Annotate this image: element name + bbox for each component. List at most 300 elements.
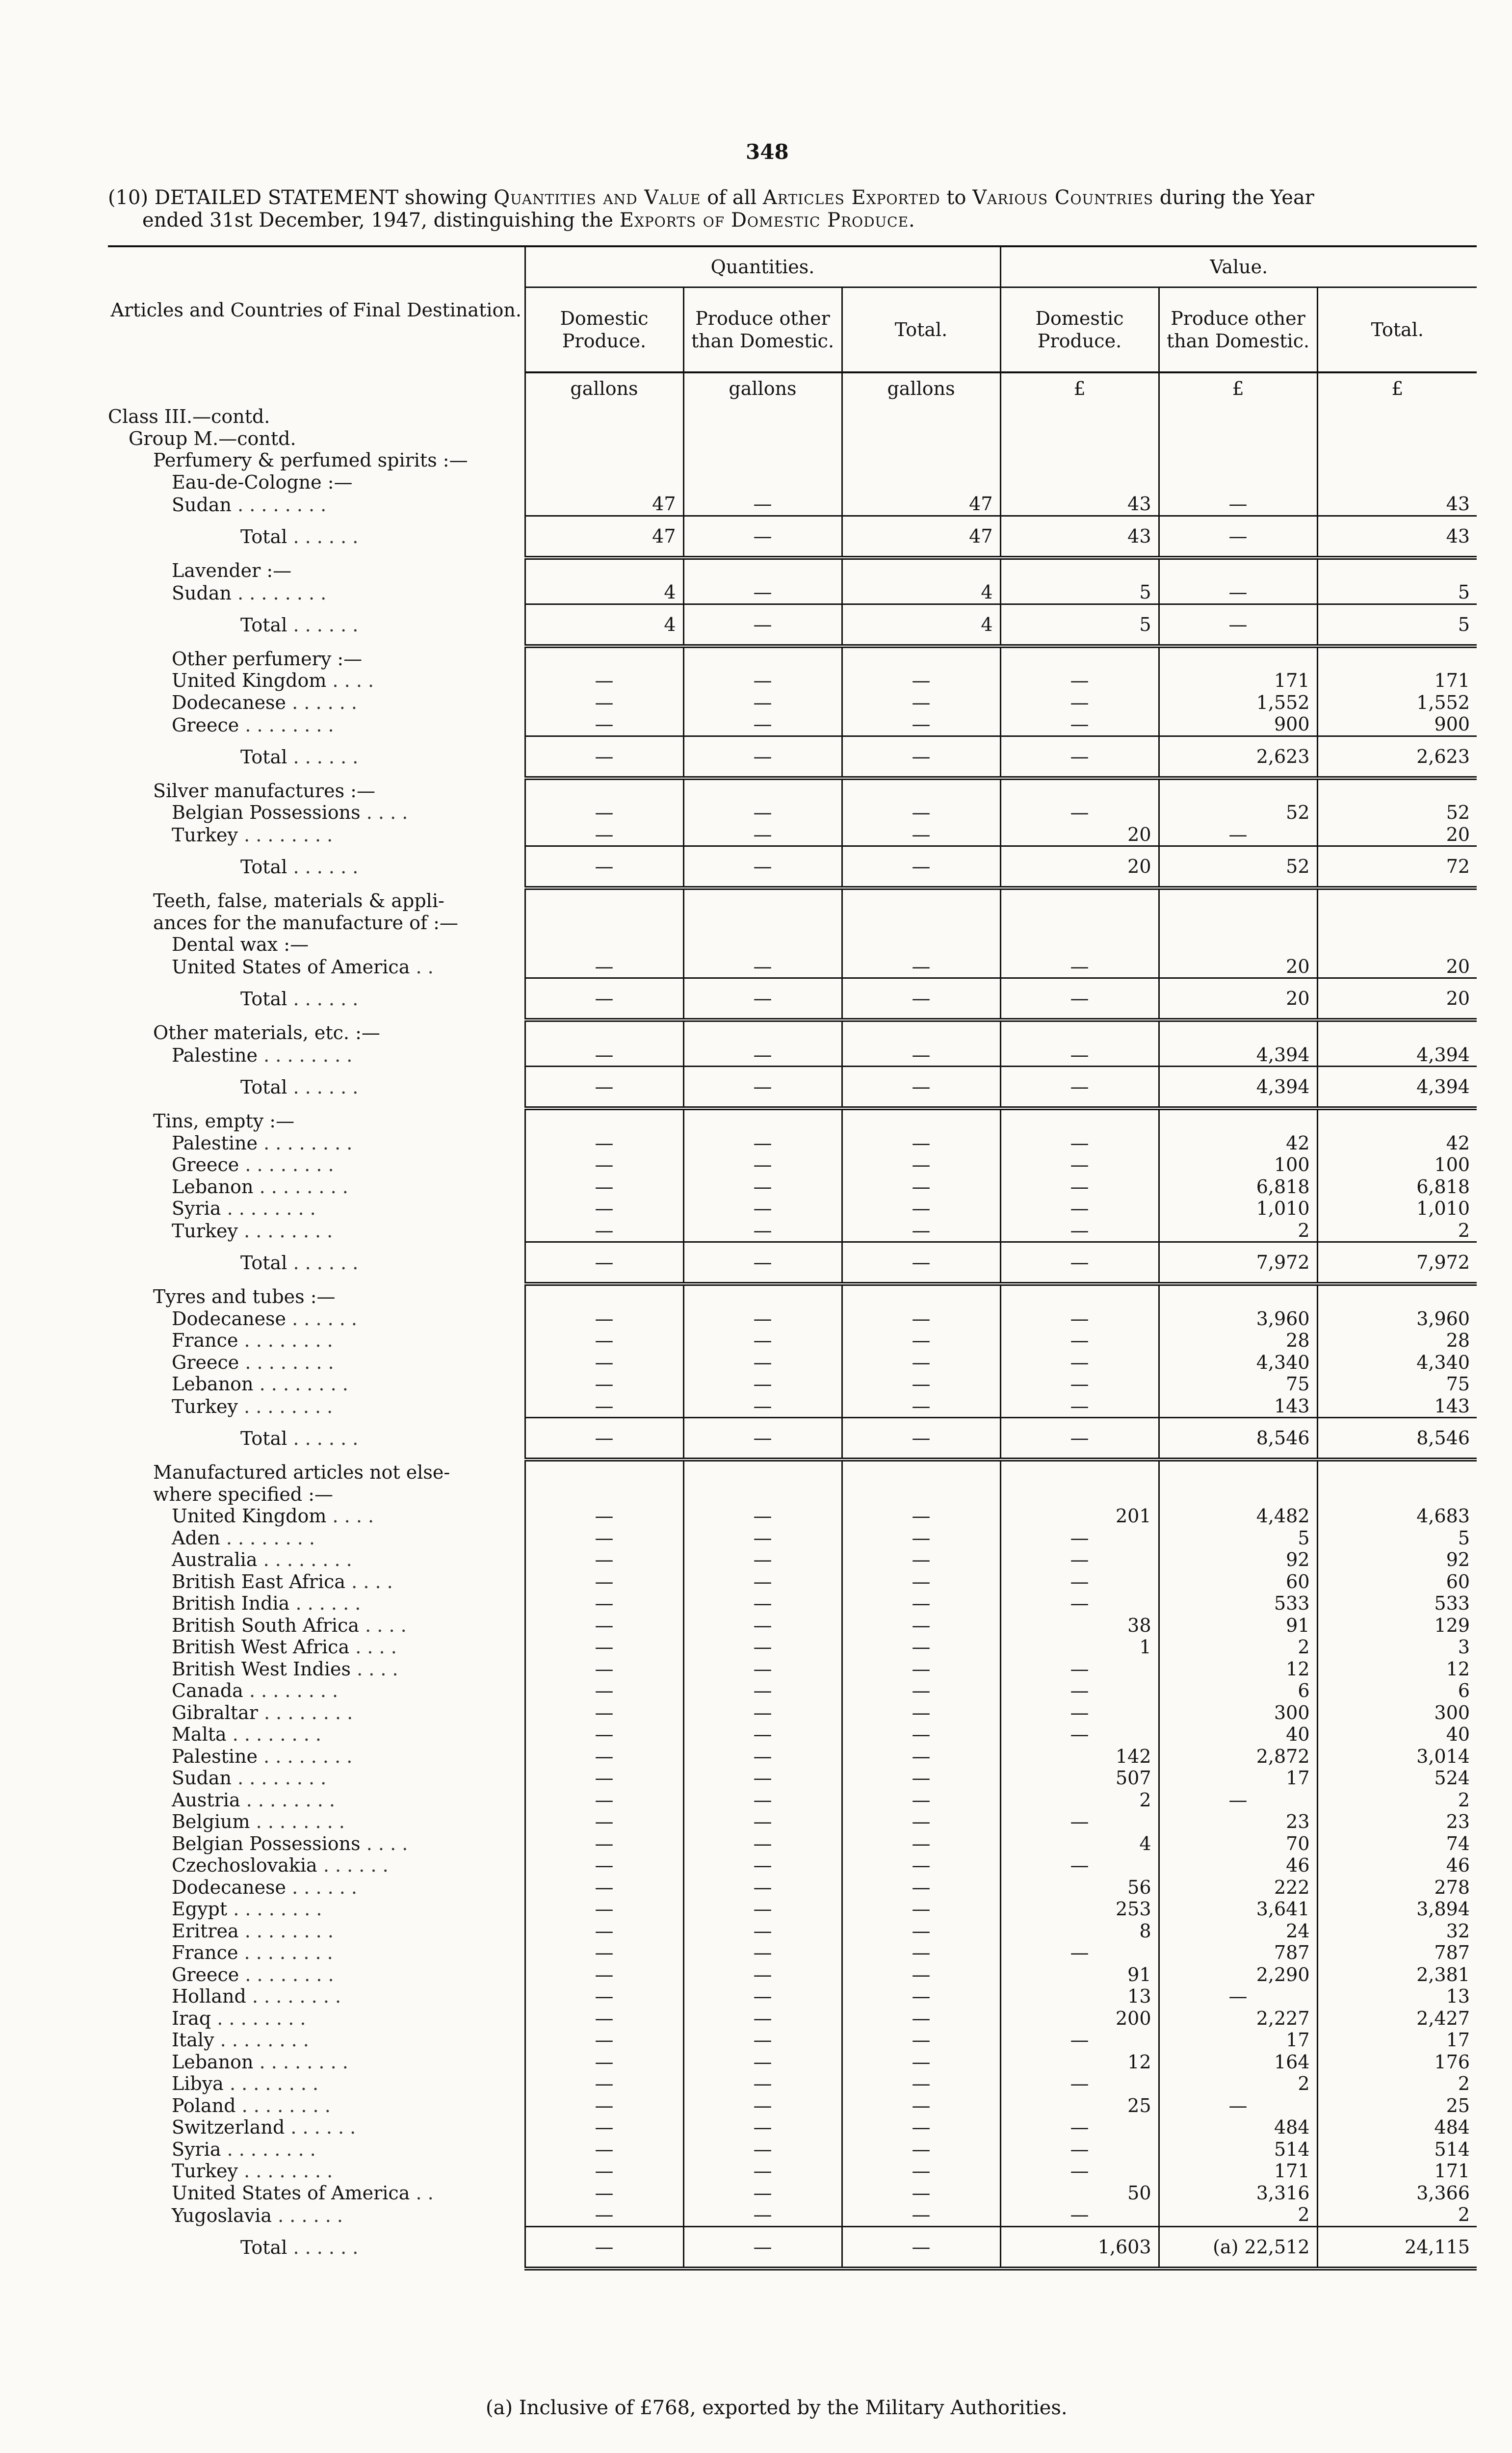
cell-q-domestic: — bbox=[525, 1767, 683, 1789]
cell-v-total: 42 bbox=[1317, 1132, 1477, 1154]
cell-q-domestic: — bbox=[525, 1154, 683, 1176]
cell-q-total: — bbox=[842, 1920, 1000, 1942]
cell-q-domestic: — bbox=[525, 1571, 683, 1593]
leader-dots: . . . . . . . . bbox=[233, 1898, 322, 1920]
table-row bbox=[108, 1854, 1477, 1877]
leader-dots: . . . . . . . . bbox=[245, 1154, 334, 1175]
cell-q-total bbox=[842, 558, 1000, 582]
cell-v-other: 2,290 bbox=[1159, 1964, 1317, 1986]
cell-q-total: — bbox=[842, 1985, 1000, 2008]
cell-v-total: 1,552 bbox=[1317, 692, 1477, 714]
row-label-text: Class III.—contd. bbox=[108, 406, 270, 427]
leader-dots: . . . . . . . . bbox=[217, 2007, 306, 2029]
cell-v-total: 43 bbox=[1317, 516, 1477, 558]
cell-v-domestic: — bbox=[1000, 1352, 1159, 1374]
cell-q-domestic: — bbox=[525, 1898, 683, 1920]
table-row bbox=[108, 1044, 1477, 1067]
table-row bbox=[108, 1198, 1477, 1220]
cell-q-other: — bbox=[683, 2008, 842, 2030]
cell-q-other: — bbox=[683, 1723, 842, 1746]
cell-v-domestic: 56 bbox=[1000, 1877, 1159, 1899]
cell-v-other bbox=[1159, 888, 1317, 912]
row-label bbox=[108, 978, 525, 1020]
cell-v-other: 42 bbox=[1159, 1132, 1317, 1154]
cell-v-total: 13 bbox=[1317, 1985, 1477, 2008]
cell-v-domestic: — bbox=[1000, 1592, 1159, 1615]
cell-q-domestic: — bbox=[525, 1942, 683, 1964]
table-row bbox=[108, 1505, 1477, 1527]
cell-q-domestic: — bbox=[525, 1308, 683, 1330]
row-label-text: Eritrea bbox=[172, 1920, 239, 1942]
cell-v-total bbox=[1317, 428, 1477, 450]
total-row bbox=[108, 978, 1477, 1020]
cell-q-total: — bbox=[842, 2008, 1000, 2030]
cell-v-total: 74 bbox=[1317, 1833, 1477, 1855]
row-label bbox=[108, 1484, 525, 1506]
row-label bbox=[108, 406, 525, 428]
row-label bbox=[108, 1198, 525, 1220]
cell-v-other: 4,394 bbox=[1159, 1067, 1317, 1109]
total-row bbox=[108, 846, 1477, 888]
cell-q-domestic: 4 bbox=[525, 581, 683, 604]
heading-row bbox=[108, 934, 1477, 956]
cell-v-domestic: — bbox=[1000, 1176, 1159, 1198]
table-row bbox=[108, 1549, 1477, 1571]
row-label-text: Dodecanese bbox=[172, 1876, 287, 1898]
row-label-text: Eau-de-Cologne :— bbox=[172, 471, 353, 493]
row-label bbox=[108, 1636, 525, 1658]
cell-q-other: — bbox=[683, 2160, 842, 2182]
cell-q-other: — bbox=[683, 1198, 842, 1220]
row-label-text: Greece bbox=[172, 714, 239, 736]
title-of-all: of all bbox=[707, 186, 757, 209]
table-row bbox=[108, 1176, 1477, 1198]
row-label-text: Australia bbox=[172, 1549, 258, 1570]
leader-dots: . . . . . . bbox=[293, 1252, 359, 1274]
unit-v1: £ bbox=[1000, 372, 1159, 406]
cell-v-total bbox=[1317, 471, 1477, 494]
cell-v-total: 32 bbox=[1317, 1920, 1477, 1942]
cell-v-domestic: 91 bbox=[1000, 1964, 1159, 1986]
row-label-text: Yugoslavia bbox=[172, 2204, 272, 2226]
cell-q-total bbox=[842, 888, 1000, 912]
cell-v-total bbox=[1317, 1108, 1477, 1132]
cell-v-other: 52 bbox=[1159, 846, 1317, 888]
row-label-text: Total bbox=[240, 988, 287, 1010]
cell-q-domestic: 47 bbox=[525, 516, 683, 558]
cell-v-total bbox=[1317, 406, 1477, 428]
leader-dots: . . . . . . . . bbox=[244, 1220, 333, 1242]
cell-q-domestic: — bbox=[525, 1220, 683, 1242]
cell-v-total: 3 bbox=[1317, 1636, 1477, 1658]
row-label-text: United Kingdom bbox=[172, 670, 327, 691]
cell-v-total: 900 bbox=[1317, 713, 1477, 736]
cell-v-total: 100 bbox=[1317, 1154, 1477, 1176]
leader-dots: . . . . . . . . bbox=[259, 1373, 348, 1395]
cell-q-total: — bbox=[842, 2029, 1000, 2051]
cell-q-total: — bbox=[842, 713, 1000, 736]
leader-dots: . . . . . . . . bbox=[232, 1723, 321, 1745]
cell-v-total: 2 bbox=[1317, 2204, 1477, 2226]
row-label-text: Libya bbox=[172, 2073, 224, 2094]
cell-q-total: — bbox=[842, 1418, 1000, 1460]
table-row bbox=[108, 1308, 1477, 1330]
table-row bbox=[108, 824, 1477, 846]
cell-v-other bbox=[1159, 406, 1317, 428]
cell-v-domestic: 25 bbox=[1000, 2095, 1159, 2117]
table-row bbox=[108, 581, 1477, 604]
cell-q-total: — bbox=[842, 1505, 1000, 1527]
unit-q2: gallons bbox=[683, 372, 842, 406]
leader-dots: . . . . bbox=[351, 1570, 393, 1592]
row-label-text: Greece bbox=[172, 1351, 239, 1373]
row-label bbox=[108, 1308, 525, 1330]
row-label-text: Belgium bbox=[172, 1811, 250, 1832]
row-label-text: Teeth, false, materials & appli- bbox=[153, 890, 444, 912]
row-label-text: Syria bbox=[172, 1198, 221, 1219]
cell-v-domestic bbox=[1000, 1460, 1159, 1484]
heading-row bbox=[108, 1108, 1477, 1132]
title-during: during the Year bbox=[1159, 186, 1314, 209]
cell-v-total: 92 bbox=[1317, 1549, 1477, 1571]
cell-q-other: — bbox=[683, 493, 842, 516]
title-q-and-v: Quantities and Value bbox=[494, 186, 701, 209]
cell-v-other: — bbox=[1159, 493, 1317, 516]
cell-q-domestic: 47 bbox=[525, 493, 683, 516]
heading-row bbox=[108, 888, 1477, 912]
cell-q-other bbox=[683, 1020, 842, 1044]
cell-q-other: — bbox=[683, 1330, 842, 1352]
table-row bbox=[108, 1877, 1477, 1899]
table-row bbox=[108, 1132, 1477, 1154]
table-row bbox=[108, 1985, 1477, 2008]
cell-v-total: 2,427 bbox=[1317, 2008, 1477, 2030]
heading-row bbox=[108, 406, 1477, 428]
unit-q3: gallons bbox=[842, 372, 1000, 406]
cell-v-other: 46 bbox=[1159, 1854, 1317, 1877]
cell-q-total: — bbox=[842, 1789, 1000, 1811]
leader-dots: . . . . . . bbox=[292, 691, 358, 713]
table-row bbox=[108, 956, 1477, 978]
leader-dots: . . . . . . . . bbox=[226, 1527, 315, 1549]
cell-v-domestic bbox=[1000, 1284, 1159, 1308]
leader-dots: . . . . . . . . bbox=[259, 2051, 348, 2073]
cell-v-total bbox=[1317, 888, 1477, 912]
row-label bbox=[108, 1460, 525, 1484]
cell-v-other: 12 bbox=[1159, 1658, 1317, 1680]
cell-q-other: — bbox=[683, 1702, 842, 1724]
cell-v-total: 5 bbox=[1317, 1527, 1477, 1549]
cell-q-other: — bbox=[683, 1833, 842, 1855]
cell-v-other bbox=[1159, 912, 1317, 934]
cell-q-total bbox=[842, 428, 1000, 450]
leader-dots: . . . . bbox=[366, 1832, 408, 1854]
cell-q-domestic: — bbox=[525, 1352, 683, 1374]
cell-q-total: — bbox=[842, 1746, 1000, 1768]
cell-v-other: 4,394 bbox=[1159, 1044, 1317, 1067]
table-row bbox=[108, 1352, 1477, 1374]
cell-v-other: — bbox=[1159, 516, 1317, 558]
cell-q-domestic bbox=[525, 888, 683, 912]
row-label-text: Total bbox=[240, 2236, 287, 2258]
table-row bbox=[108, 1527, 1477, 1549]
cell-q-total: — bbox=[842, 1702, 1000, 1724]
cell-v-other: 143 bbox=[1159, 1395, 1317, 1418]
cell-v-domestic bbox=[1000, 428, 1159, 450]
leader-dots: . . . . . . bbox=[293, 1076, 359, 1098]
leader-dots: . . . . . . . . bbox=[237, 582, 327, 604]
leader-dots: . . bbox=[416, 2182, 434, 2204]
unit-v2: £ bbox=[1159, 372, 1317, 406]
cell-v-domestic: 38 bbox=[1000, 1615, 1159, 1637]
row-label-text: Tins, empty :— bbox=[153, 1110, 295, 1132]
cell-v-other bbox=[1159, 558, 1317, 582]
cell-v-other: 171 bbox=[1159, 2160, 1317, 2182]
cell-q-domestic: — bbox=[525, 1373, 683, 1395]
cell-q-total: — bbox=[842, 1615, 1000, 1637]
row-label-text: United States of America bbox=[172, 2182, 410, 2204]
cell-v-domestic: — bbox=[1000, 1067, 1159, 1109]
cell-q-other: — bbox=[683, 1549, 842, 1571]
cell-v-total: 143 bbox=[1317, 1395, 1477, 1418]
row-label-text: Manufactured articles not else- bbox=[153, 1461, 450, 1483]
cell-v-domestic: — bbox=[1000, 1527, 1159, 1549]
cell-v-total: 5 bbox=[1317, 581, 1477, 604]
table-row bbox=[108, 1615, 1477, 1637]
row-label bbox=[108, 1154, 525, 1176]
cell-q-domestic: — bbox=[525, 1789, 683, 1811]
row-label bbox=[108, 692, 525, 714]
leader-dots: . . . . . . bbox=[293, 2236, 359, 2258]
row-label-text: Turkey bbox=[172, 1396, 238, 1417]
cell-v-other: 300 bbox=[1159, 1702, 1317, 1724]
leader-dots: . . . . bbox=[355, 1636, 397, 1658]
table-row bbox=[108, 1789, 1477, 1811]
cell-v-other: — bbox=[1159, 2095, 1317, 2117]
cell-q-total: — bbox=[842, 1132, 1000, 1154]
cell-v-other bbox=[1159, 1020, 1317, 1044]
heading-row bbox=[108, 428, 1477, 450]
cell-q-other bbox=[683, 778, 842, 802]
row-label bbox=[108, 1330, 525, 1352]
cell-q-total: — bbox=[842, 1942, 1000, 1964]
cell-v-total: 533 bbox=[1317, 1592, 1477, 1615]
cell-q-total bbox=[842, 449, 1000, 471]
cell-q-other: — bbox=[683, 1395, 842, 1418]
cell-q-other: — bbox=[683, 1942, 842, 1964]
cell-v-other: 171 bbox=[1159, 670, 1317, 692]
cell-v-domestic: — bbox=[1000, 2029, 1159, 2051]
row-label bbox=[108, 1723, 525, 1746]
leader-dots: . . . . . . . . bbox=[241, 2094, 331, 2116]
cell-v-domestic: — bbox=[1000, 1330, 1159, 1352]
cell-v-other: 23 bbox=[1159, 1811, 1317, 1833]
cell-q-total: — bbox=[842, 2116, 1000, 2139]
cell-q-total: — bbox=[842, 1176, 1000, 1198]
cell-v-domestic: — bbox=[1000, 2073, 1159, 2095]
cell-q-domestic bbox=[525, 934, 683, 956]
row-label bbox=[108, 1658, 525, 1680]
cell-q-domestic: 4 bbox=[525, 604, 683, 646]
row-label-text: Palestine bbox=[172, 1745, 258, 1767]
cell-q-total: — bbox=[842, 1154, 1000, 1176]
row-label-text: Sudan bbox=[172, 494, 232, 516]
cell-v-other: 75 bbox=[1159, 1373, 1317, 1395]
leader-dots: . . . . . . . . bbox=[220, 2029, 309, 2051]
table-row bbox=[108, 1767, 1477, 1789]
cell-v-other bbox=[1159, 646, 1317, 670]
cell-v-total: 72 bbox=[1317, 846, 1477, 888]
cell-v-domestic: — bbox=[1000, 1418, 1159, 1460]
leader-dots: . . . . . . bbox=[295, 1592, 361, 1614]
header-v-total: Total. bbox=[1317, 287, 1477, 373]
row-label bbox=[108, 2051, 525, 2073]
cell-q-domestic: — bbox=[525, 1044, 683, 1067]
row-label bbox=[108, 1352, 525, 1374]
row-label bbox=[108, 2095, 525, 2117]
cell-q-other: — bbox=[683, 2051, 842, 2073]
heading-row bbox=[108, 1020, 1477, 1044]
cell-v-other: 514 bbox=[1159, 2139, 1317, 2161]
cell-v-total bbox=[1317, 558, 1477, 582]
table-row bbox=[108, 2008, 1477, 2030]
row-label-text: Iraq bbox=[172, 2007, 211, 2029]
cell-q-total bbox=[842, 1020, 1000, 1044]
title-various-countries: Various Countries bbox=[972, 186, 1154, 209]
cell-q-domestic: — bbox=[525, 1615, 683, 1637]
footnote: (a) Inclusive of £768, exported by the Military Authorities. bbox=[486, 2397, 1068, 2419]
cell-v-domestic: — bbox=[1000, 1942, 1159, 1964]
cell-q-total bbox=[842, 1284, 1000, 1308]
header-value: Value. bbox=[1000, 246, 1477, 287]
row-label-text: British India bbox=[172, 1592, 290, 1614]
leader-dots: . . . . . . . . bbox=[264, 1701, 353, 1723]
cell-v-other: 900 bbox=[1159, 713, 1317, 736]
cell-q-other bbox=[683, 1484, 842, 1506]
cell-v-domestic: 20 bbox=[1000, 846, 1159, 888]
cell-q-domestic: — bbox=[525, 1636, 683, 1658]
cell-v-total: 23 bbox=[1317, 1811, 1477, 1833]
cell-v-total: 40 bbox=[1317, 1723, 1477, 1746]
cell-v-domestic: 5 bbox=[1000, 604, 1159, 646]
row-label bbox=[108, 1811, 525, 1833]
row-label-text: Aden bbox=[172, 1527, 220, 1549]
cell-v-total: 20 bbox=[1317, 824, 1477, 846]
leader-dots: . . . . . . . . bbox=[259, 1175, 348, 1198]
total-row bbox=[108, 1067, 1477, 1109]
cell-v-total bbox=[1317, 778, 1477, 802]
cell-v-domestic: — bbox=[1000, 1242, 1159, 1284]
cell-q-total: — bbox=[842, 2204, 1000, 2226]
cell-q-domestic: — bbox=[525, 2116, 683, 2139]
cell-v-total bbox=[1317, 646, 1477, 670]
cell-q-domestic: — bbox=[525, 1746, 683, 1768]
row-label bbox=[108, 1789, 525, 1811]
cell-q-domestic: — bbox=[525, 1198, 683, 1220]
cell-v-other bbox=[1159, 1284, 1317, 1308]
cell-v-other: 17 bbox=[1159, 2029, 1317, 2051]
row-label bbox=[108, 1527, 525, 1549]
cell-q-domestic: — bbox=[525, 1985, 683, 2008]
cell-v-other: 60 bbox=[1159, 1571, 1317, 1593]
row-label-text: Belgian Possessions bbox=[172, 1832, 361, 1854]
cell-q-domestic: — bbox=[525, 1176, 683, 1198]
leader-dots: . . . . . . . . bbox=[245, 1963, 334, 1985]
cell-v-other: 2,623 bbox=[1159, 736, 1317, 778]
cell-q-total: — bbox=[842, 1723, 1000, 1746]
cell-q-other: — bbox=[683, 2073, 842, 2095]
cell-q-total: — bbox=[842, 2139, 1000, 2161]
row-label-text: Italy bbox=[172, 2029, 214, 2051]
row-label-text: Silver manufactures :— bbox=[153, 780, 375, 802]
cell-q-other: — bbox=[683, 2182, 842, 2204]
cell-q-other: — bbox=[683, 2116, 842, 2139]
cell-q-other: — bbox=[683, 1767, 842, 1789]
leader-dots: . . . . . . . . bbox=[252, 1985, 341, 2007]
row-label-text: British West Indies bbox=[172, 1658, 351, 1680]
table-row bbox=[108, 802, 1477, 824]
cell-v-total: 171 bbox=[1317, 670, 1477, 692]
cell-v-total: 3,014 bbox=[1317, 1746, 1477, 1768]
cell-q-total: — bbox=[842, 824, 1000, 846]
exports-table bbox=[108, 245, 1477, 2270]
cell-v-total: 5 bbox=[1317, 604, 1477, 646]
cell-v-domestic: — bbox=[1000, 670, 1159, 692]
row-label bbox=[108, 604, 525, 646]
row-label-text: Lebanon bbox=[172, 1175, 254, 1198]
cell-v-domestic: 43 bbox=[1000, 493, 1159, 516]
cell-q-other: — bbox=[683, 516, 842, 558]
cell-v-domestic: — bbox=[1000, 1702, 1159, 1724]
header-articles: Articles and Countries of Final Destination. bbox=[108, 246, 525, 372]
cell-q-domestic: — bbox=[525, 2051, 683, 2073]
cell-v-other: 28 bbox=[1159, 1330, 1317, 1352]
title-exports-of: Exports of bbox=[619, 209, 725, 232]
cell-v-total bbox=[1317, 1484, 1477, 1506]
cell-v-domestic: 1,603 bbox=[1000, 2226, 1159, 2269]
cell-v-domestic bbox=[1000, 1020, 1159, 1044]
row-label bbox=[108, 824, 525, 846]
cell-v-domestic: — bbox=[1000, 1154, 1159, 1176]
cell-v-domestic bbox=[1000, 558, 1159, 582]
cell-q-other: — bbox=[683, 1154, 842, 1176]
cell-v-total: 2,623 bbox=[1317, 736, 1477, 778]
cell-v-domestic: — bbox=[1000, 1854, 1159, 1877]
cell-v-other: 4,482 bbox=[1159, 1505, 1317, 1527]
cell-q-total: — bbox=[842, 1854, 1000, 1877]
cell-v-other: 4,340 bbox=[1159, 1352, 1317, 1374]
cell-q-other: — bbox=[683, 1811, 842, 1833]
cell-v-total: 60 bbox=[1317, 1571, 1477, 1593]
cell-q-other: — bbox=[683, 1964, 842, 1986]
cell-v-domestic: — bbox=[1000, 2139, 1159, 2161]
table-row bbox=[108, 1154, 1477, 1176]
row-label-text: Lebanon bbox=[172, 2051, 254, 2073]
cell-v-other: 70 bbox=[1159, 1833, 1317, 1855]
row-label-text: France bbox=[172, 1942, 238, 1963]
table-row bbox=[108, 2182, 1477, 2204]
cell-v-total: 2 bbox=[1317, 1220, 1477, 1242]
cell-q-domestic bbox=[525, 558, 683, 582]
cell-q-other: — bbox=[683, 1242, 842, 1284]
cell-v-domestic: — bbox=[1000, 1723, 1159, 1746]
cell-q-other bbox=[683, 558, 842, 582]
cell-v-other: — bbox=[1159, 581, 1317, 604]
row-label bbox=[108, 581, 525, 604]
cell-v-domestic: — bbox=[1000, 1044, 1159, 1067]
cell-q-domestic: — bbox=[525, 2139, 683, 2161]
row-label bbox=[108, 802, 525, 824]
